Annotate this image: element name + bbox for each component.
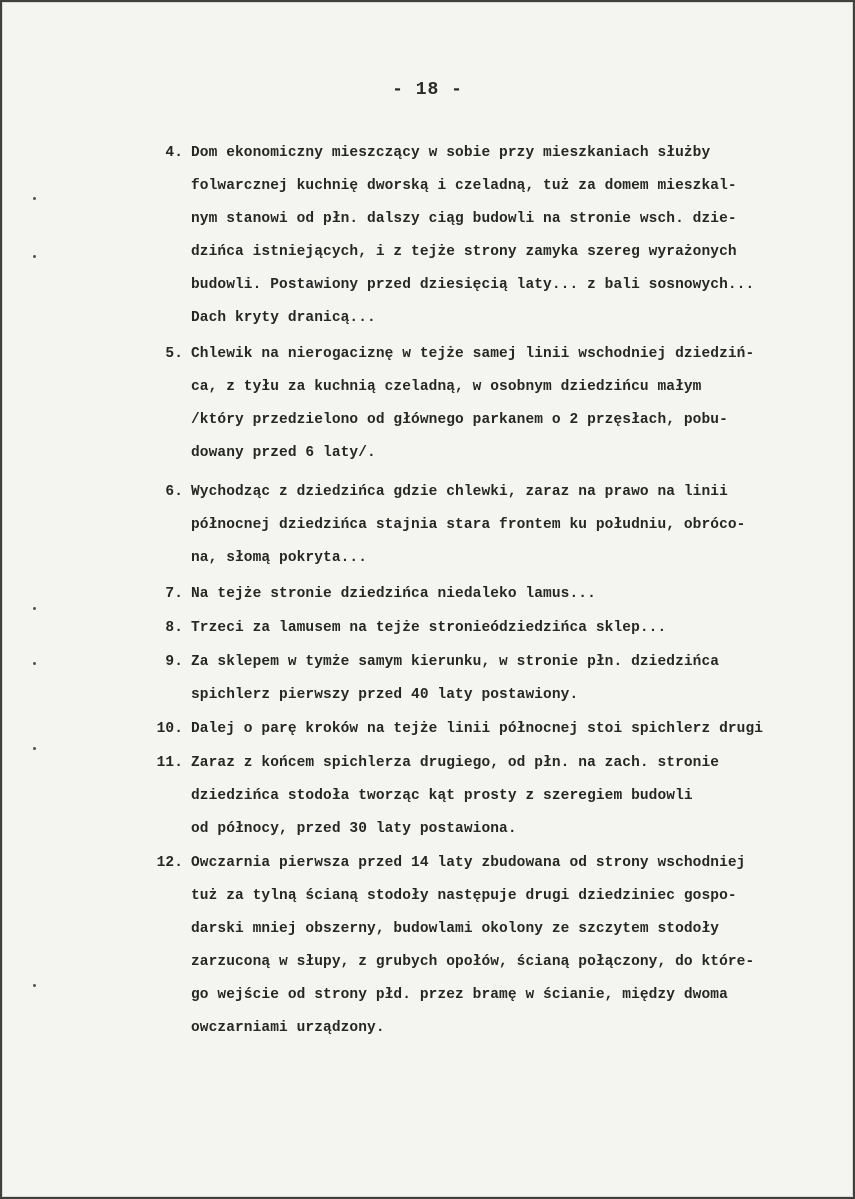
list-item-number: 7.: [165, 586, 183, 602]
text-line: ca, z tyłu za kuchnią czeladną, w osobnym dziedzińcu małym: [191, 379, 702, 395]
text-line: Dalej o parę kroków na tejże linii północnej stoi spichlerz drugi: [191, 721, 764, 737]
text-line: Wychodząc z dziedzińca gdzie chlewki, zaraz na prawo na linii: [191, 484, 728, 500]
text-line: Chlewik na nierogaciznę w tejże samej linii wschodniej dziedziń-: [191, 346, 755, 362]
text-line: folwarcznej kuchnię dworską i czeladną, tuż za domem mieszkal-: [191, 178, 737, 194]
page-number: - 18 -: [392, 80, 463, 100]
text-line: owczarniami urządzony.: [191, 1020, 385, 1036]
list-item-number: 9.: [165, 654, 183, 670]
list-item: [147, 612, 853, 645]
text-line: darski mniej obszerny, budowlami okolony ze szczytem stodoły: [191, 921, 720, 937]
text-line: Dach kryty dranicą...: [191, 310, 376, 326]
list-item: [147, 847, 853, 1045]
list-item-number: 10.: [156, 721, 183, 737]
text-line: /który przedzielono od głównego parkanem o 2 przęsłach, pobu-: [191, 412, 728, 428]
margin-punch-mark: [33, 662, 36, 665]
margin-punch-mark: [33, 747, 36, 750]
list-item: [147, 476, 853, 575]
margin-punch-mark: [33, 255, 36, 258]
text-line: dowany przed 6 laty/.: [191, 445, 376, 461]
list-item: [147, 646, 853, 712]
list-item: [147, 578, 853, 611]
text-line: od północy, przed 30 laty postawiona.: [191, 821, 517, 837]
text-line: Trzeci za lamusem na tejże stronieódziedzińca sklep...: [191, 620, 667, 636]
text-line: zarzuconą w słupy, z grubych opołów, ścianą połączony, do które-: [191, 954, 755, 970]
text-line: dziedzińca stodoła tworząc kąt prosty z szeregiem budowli: [191, 788, 693, 804]
text-line: na, słomą pokryta...: [191, 550, 368, 566]
list-item: [147, 747, 853, 846]
list-item-number: 8.: [165, 620, 183, 636]
text-line: spichlerz pierwszy przed 40 laty postawiony.: [191, 687, 579, 703]
list-item: [147, 713, 853, 746]
margin-punch-mark: [33, 984, 36, 987]
text-line: Owczarnia pierwsza przed 14 laty zbudowana od strony wschodniej: [191, 855, 746, 871]
list-item-number: 11.: [156, 755, 183, 771]
text-line: dzińca istniejących, i z tejże strony zamyka szereg wyrażonych: [191, 244, 737, 260]
document-page: [2, 2, 853, 1197]
list-item-number: 6.: [165, 484, 183, 500]
text-line: Zaraz z końcem spichlerza drugiego, od płn. na zach. stronie: [191, 755, 720, 771]
text-line: Na tejże stronie dziedzińca niedaleko lamus...: [191, 586, 596, 602]
list-item-number: 4.: [165, 145, 183, 161]
text-line: północnej dziedzińca stajnia stara frontem ku południu, obróco-: [191, 517, 746, 533]
text-line: tuż za tylną ścianą stodoły następuje drugi dziedziniec gospo-: [191, 888, 737, 904]
margin-punch-mark: [33, 607, 36, 610]
margin-punch-mark: [33, 197, 36, 200]
list-item-number: 5.: [165, 346, 183, 362]
text-line: budowli. Postawiony przed dziesięcią laty... z bali sosnowych...: [191, 277, 755, 293]
list-item: [147, 137, 853, 335]
text-line: go wejście od strony płd. przez bramę w ścianie, między dwoma: [191, 987, 728, 1003]
list-item: [147, 338, 853, 470]
text-line: Za sklepem w tymże samym kierunku, w stronie płn. dziedzińca: [191, 654, 720, 670]
list-item-number: 12.: [156, 855, 183, 871]
text-line: Dom ekonomiczny mieszczący w sobie przy mieszkaniach służby: [191, 145, 711, 161]
text-line: nym stanowi od płn. dalszy ciąg budowli na stronie wsch. dzie-: [191, 211, 737, 227]
